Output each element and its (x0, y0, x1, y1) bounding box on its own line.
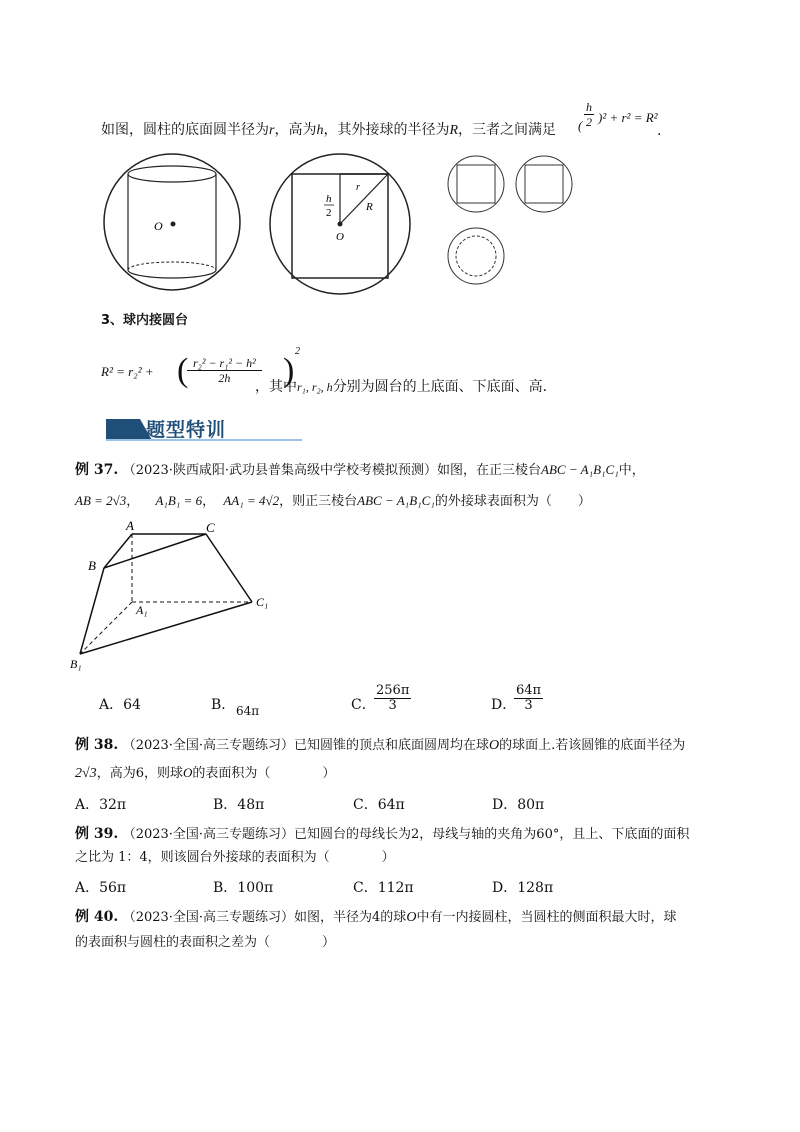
section-title: 3、球内接圆台 (101, 313, 189, 328)
example-label: 例 37. (75, 462, 119, 478)
formula-desc (255, 377, 547, 397)
ex38-text: （2023·全国·高三专题练习）已知圆锥的顶点和底面圆周均在球 (122, 738, 490, 753)
ex39-text: （2023·全国·高三专题练习）已知圆台的母线长为2，母线与轴的夹角为60°，且上、下底面的面积 (122, 827, 690, 842)
ex40-text: 中有一内接圆柱，当圆柱的侧面积最大时，球 (416, 910, 677, 925)
ex38-text: 的表面积为（ ） (192, 766, 336, 781)
formula-rest: )² + r² = R² (598, 110, 658, 125)
label-C1: C₁ (256, 595, 269, 609)
label-r: r (356, 182, 360, 193)
ex37-option-b[interactable]: 64π (236, 704, 260, 718)
formula-description: 分别为圆台的上底面、下底面、高. (332, 379, 548, 395)
label-A: A (126, 518, 134, 533)
ex39-option-c[interactable]: C．112π (353, 880, 414, 896)
ex38-option-d[interactable]: D．80π (492, 797, 545, 813)
ex37-line2: AB = 2√3， A₁B₁ = 6， AA₁ = 4√2，则正三棱台ABC − A₁B₁C₁的外接球表面积为（ ） (75, 493, 591, 509)
var-h: h (316, 123, 324, 138)
label-2: 2 (326, 207, 332, 219)
ex37-option-d[interactable] (491, 694, 516, 714)
ex38-line2 (75, 763, 335, 784)
example-label: 例 39. (75, 826, 119, 842)
label-h: h (326, 193, 332, 205)
label-R: R (366, 201, 373, 213)
example-label: 例 38. (75, 737, 119, 753)
formula-vars: r₁, r₂, h (297, 380, 333, 394)
ex39-option-d[interactable]: D．128π (492, 880, 554, 896)
view-side-circle (516, 156, 572, 212)
ex37-frustum-2: ABC − A₁B₁C₁ (357, 493, 435, 508)
var-r: r (269, 123, 275, 138)
radius-R-line (340, 174, 388, 224)
formula-fraction (584, 100, 594, 129)
formula-denominator: 2 (586, 115, 592, 129)
edge-BB1 (80, 568, 104, 654)
ex37-ask: 的外接球表面积为（ ） (434, 494, 591, 509)
frustum-figure (70, 518, 290, 674)
edge-BC (104, 534, 206, 568)
ex38-text: 的球面上.若该圆锥的底面半径为 (499, 738, 686, 753)
option-label: B． (211, 697, 236, 713)
option-value: 64 (123, 697, 141, 713)
ex38-option-b[interactable]: B．48π (213, 797, 265, 813)
ex39-option-b[interactable]: B．100π (213, 880, 274, 896)
edge-CC1 (206, 534, 252, 602)
ex39-option-a[interactable]: A．56π (75, 880, 127, 896)
ex37-option-b-label[interactable] (211, 694, 235, 714)
ex37-option-a[interactable] (99, 694, 141, 714)
center-point-2 (338, 222, 343, 227)
intro-text: ，高为 (274, 122, 317, 138)
formula-numerator-3: r₂² − r₁² − h² (187, 356, 262, 371)
center-point (171, 222, 176, 227)
ex40-text-2: 的表面积与圆柱的表面积之差为（ ） (75, 935, 336, 950)
ex38-option-c[interactable]: C．64π (353, 797, 405, 813)
option-label: D． (491, 697, 517, 713)
view-front-circle (448, 156, 504, 212)
ex37-in: 中， (618, 463, 645, 478)
example-label: 例 40. (75, 909, 119, 925)
ex37-option-d-frac[interactable] (514, 684, 543, 713)
ex37-ask: ，则正三棱台 (279, 494, 358, 509)
intro-period: . (657, 123, 662, 139)
ex40-text: （2023·全国·高三专题练习）如图，半径为4的球 (122, 910, 407, 925)
label-A1: A₁ (136, 603, 148, 617)
formula-lhs: R² = r₂² + (101, 364, 154, 379)
label-B: B (88, 558, 96, 573)
ex37-option-c-frac[interactable] (374, 684, 411, 713)
option-label: A． (99, 697, 124, 713)
ex37-option-c[interactable] (351, 694, 376, 714)
ex40-line1 (75, 907, 676, 928)
formula-exponent: 2 (295, 346, 300, 357)
ex37-source: （2023·陕西咸阳·武功县普集高级中学校考模拟预测）如图，在正三棱台 (122, 463, 542, 478)
cylinder-top-ellipse (128, 166, 216, 182)
var-R: R (449, 123, 459, 138)
ex38-radius: 2√3 (75, 766, 97, 781)
formula-paren: ( (578, 118, 583, 133)
view-side-square (525, 165, 563, 203)
ex37-cond2: A₁B₁ = 6 (155, 493, 203, 508)
view-front-square (457, 165, 495, 203)
cylinder-bottom-front (128, 270, 216, 278)
formula-denominator-3: 2h (218, 371, 231, 385)
cylinder-sphere-figure (100, 150, 560, 298)
ex38-option-a[interactable]: A．32π (75, 797, 127, 813)
option-numerator: 256π (376, 683, 410, 698)
paren-right: ) (283, 352, 295, 389)
ex38-O: O (182, 765, 193, 780)
view-top-inner-circle (456, 236, 496, 276)
option-denominator: 3 (388, 698, 397, 713)
ex37-frustum: ABC − A₁B₁C₁ (541, 462, 619, 477)
ex39-line1 (75, 824, 689, 845)
ex38-O: O (489, 738, 500, 753)
label-B1: B₁ (70, 657, 82, 671)
option-numerator: 64π (516, 683, 542, 698)
paren-left: ( (177, 352, 189, 389)
cylinder-bottom-back (128, 262, 216, 270)
intro-text: 如图，圆柱的底面圆半径为 (101, 122, 269, 138)
ex38-text: ，高为6，则球 (96, 766, 183, 781)
formula-numerator: h (586, 100, 592, 114)
ex39-text-2: 之比为 1：4，则该圆台外接球的表面积为（ ） (75, 850, 395, 865)
ex38-line1 (75, 735, 685, 756)
ex37-cond1: AB = 2√3 (75, 493, 127, 508)
option-label: C． (351, 697, 376, 713)
ex37-line1 (75, 460, 645, 481)
ex40-O: O (406, 910, 417, 925)
ex37-cond3: AA₁ = 4√2 (223, 493, 280, 508)
banner-title: 题型特训 (146, 419, 227, 441)
option-denominator: 3 (524, 698, 533, 713)
intro-line (101, 120, 556, 141)
intro-text: ，其外接球的半径为 (323, 122, 450, 138)
formula-fraction-3 (187, 356, 262, 385)
where-text: ，其中 (255, 379, 297, 395)
label-O-2: O (336, 231, 344, 243)
intro-text: ，三者之间满足 (458, 122, 557, 138)
label-C: C (206, 520, 215, 535)
label-O: O (154, 219, 163, 233)
